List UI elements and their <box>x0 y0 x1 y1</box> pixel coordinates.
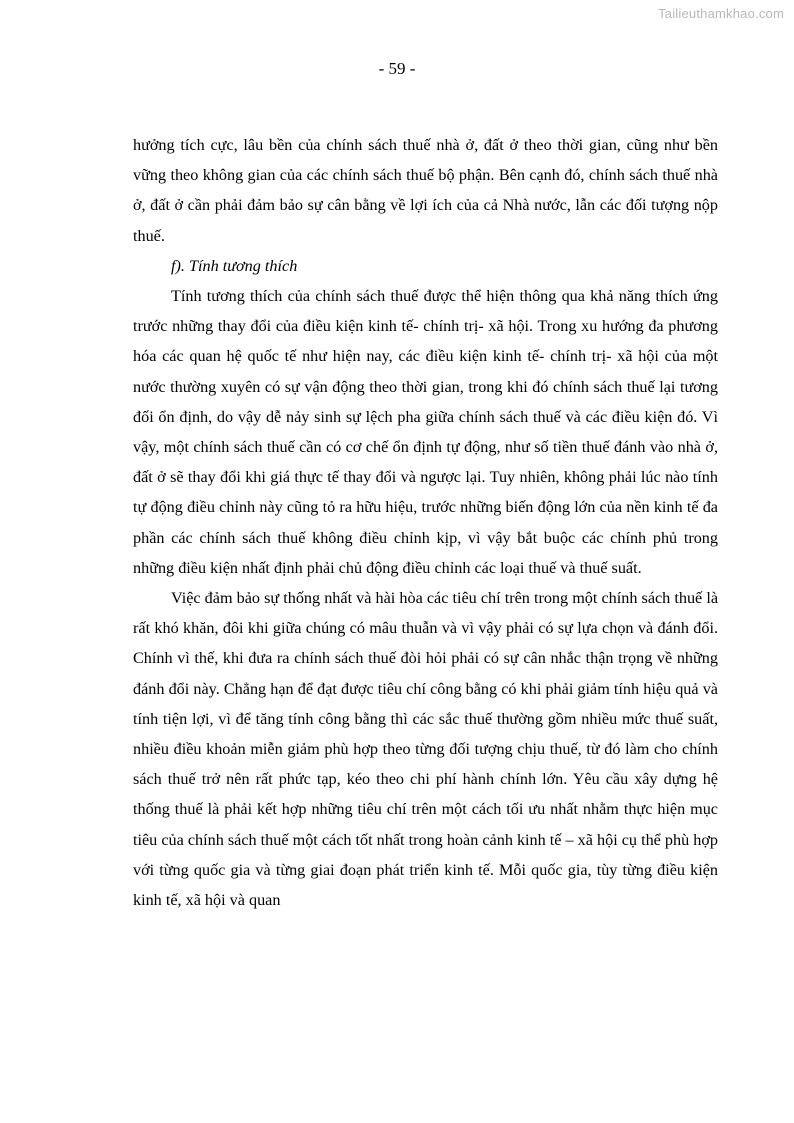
section-heading: f). Tính tương thích <box>171 256 298 275</box>
paragraph-compatibility: Tính tương thích của chính sách thuế được thể hiện thông qua khả năng thích ứng trước những thay đổi của điều kiện kinh tế- chính trị- xã hội. Trong xu hướng đa phương hóa các quan hệ quốc tế như hiện nay, các điều kiện kinh tế- chính trị- xã hội của một nước thường xuyên có sự vận động theo thời gian, trong khi đó chính sách thuế lại tương đối ổn định, do vậy dễ nảy sinh sự lệch pha giữa chính sách thuế và các điều kiện đó. Vì vậy, một chính sách thuế cần có cơ chế ổn định tự động, như số tiền thuế đánh vào nhà ở, đất ở sẽ thay đổi khi giá thực tế thay đổi và ngược lại. Tuy nhiên, không phải lúc nào tính tự động điều chỉnh này cũng tỏ ra hữu hiệu, trước những biến động lớn của nền kinh tế đa phần các chính sách thuế không điều chỉnh kịp, vì vậy bắt buộc các chính phủ trong những điều kiện nhất định phải chủ động điều chỉnh các loại thuế và thuế suất. <box>133 287 718 577</box>
watermark: Tailieuthamkhao.com <box>658 6 784 21</box>
document-body <box>133 130 718 915</box>
paragraph-continuation: hưởng tích cực, lâu bền của chính sách thuế nhà ở, đất ở theo thời gian, cũng như bền vững theo không gian của các chính sách thuế bộ phận. Bên cạnh đó, chính sách thuế nhà ở, đất ở cần phải đảm bảo sự cân bằng về lợi ích của cả Nhà nước, lẫn các đối tượng nộp thuế. <box>133 136 718 245</box>
page-number: - 59 - <box>378 59 416 78</box>
paragraph-tradeoffs: Việc đảm bảo sự thống nhất và hài hòa các tiêu chí trên trong một chính sách thuế là rất khó khăn, đôi khi giữa chúng có mâu thuẫn và vì vậy phải có sự lựa chọn và đánh đổi. Chính vì thế, khi đưa ra chính sách thuế đòi hỏi phải có sự cân nhắc thận trọng về những đánh đổi này. Chẳng hạn để đạt được tiêu chí công bằng có khi phải giảm tính hiệu quả và tính tiện lợi, vì để tăng tính công bằng thì các sắc thuế thường gồm nhiều mức thuế suất, nhiều điều khoản miễn giảm phù hợp theo từng đối tượng chịu thuế, từ đó làm cho chính sách thuế trở nên rất phức tạp, kéo theo chi phí hành chính lớn. Yêu cầu xây dựng hệ thống thuế là phải kết hợp những tiêu chí trên một cách tối ưu nhất nhằm thực hiện mục tiêu của chính sách thuế một cách tốt nhất trong hoàn cảnh kinh tế – xã hội cụ thể phù hợp với từng quốc gia và từng giai đoạn phát triển kinh tế. Mỗi quốc gia, tùy từng điều kiện kinh tế, xã hội và quan <box>133 589 718 910</box>
